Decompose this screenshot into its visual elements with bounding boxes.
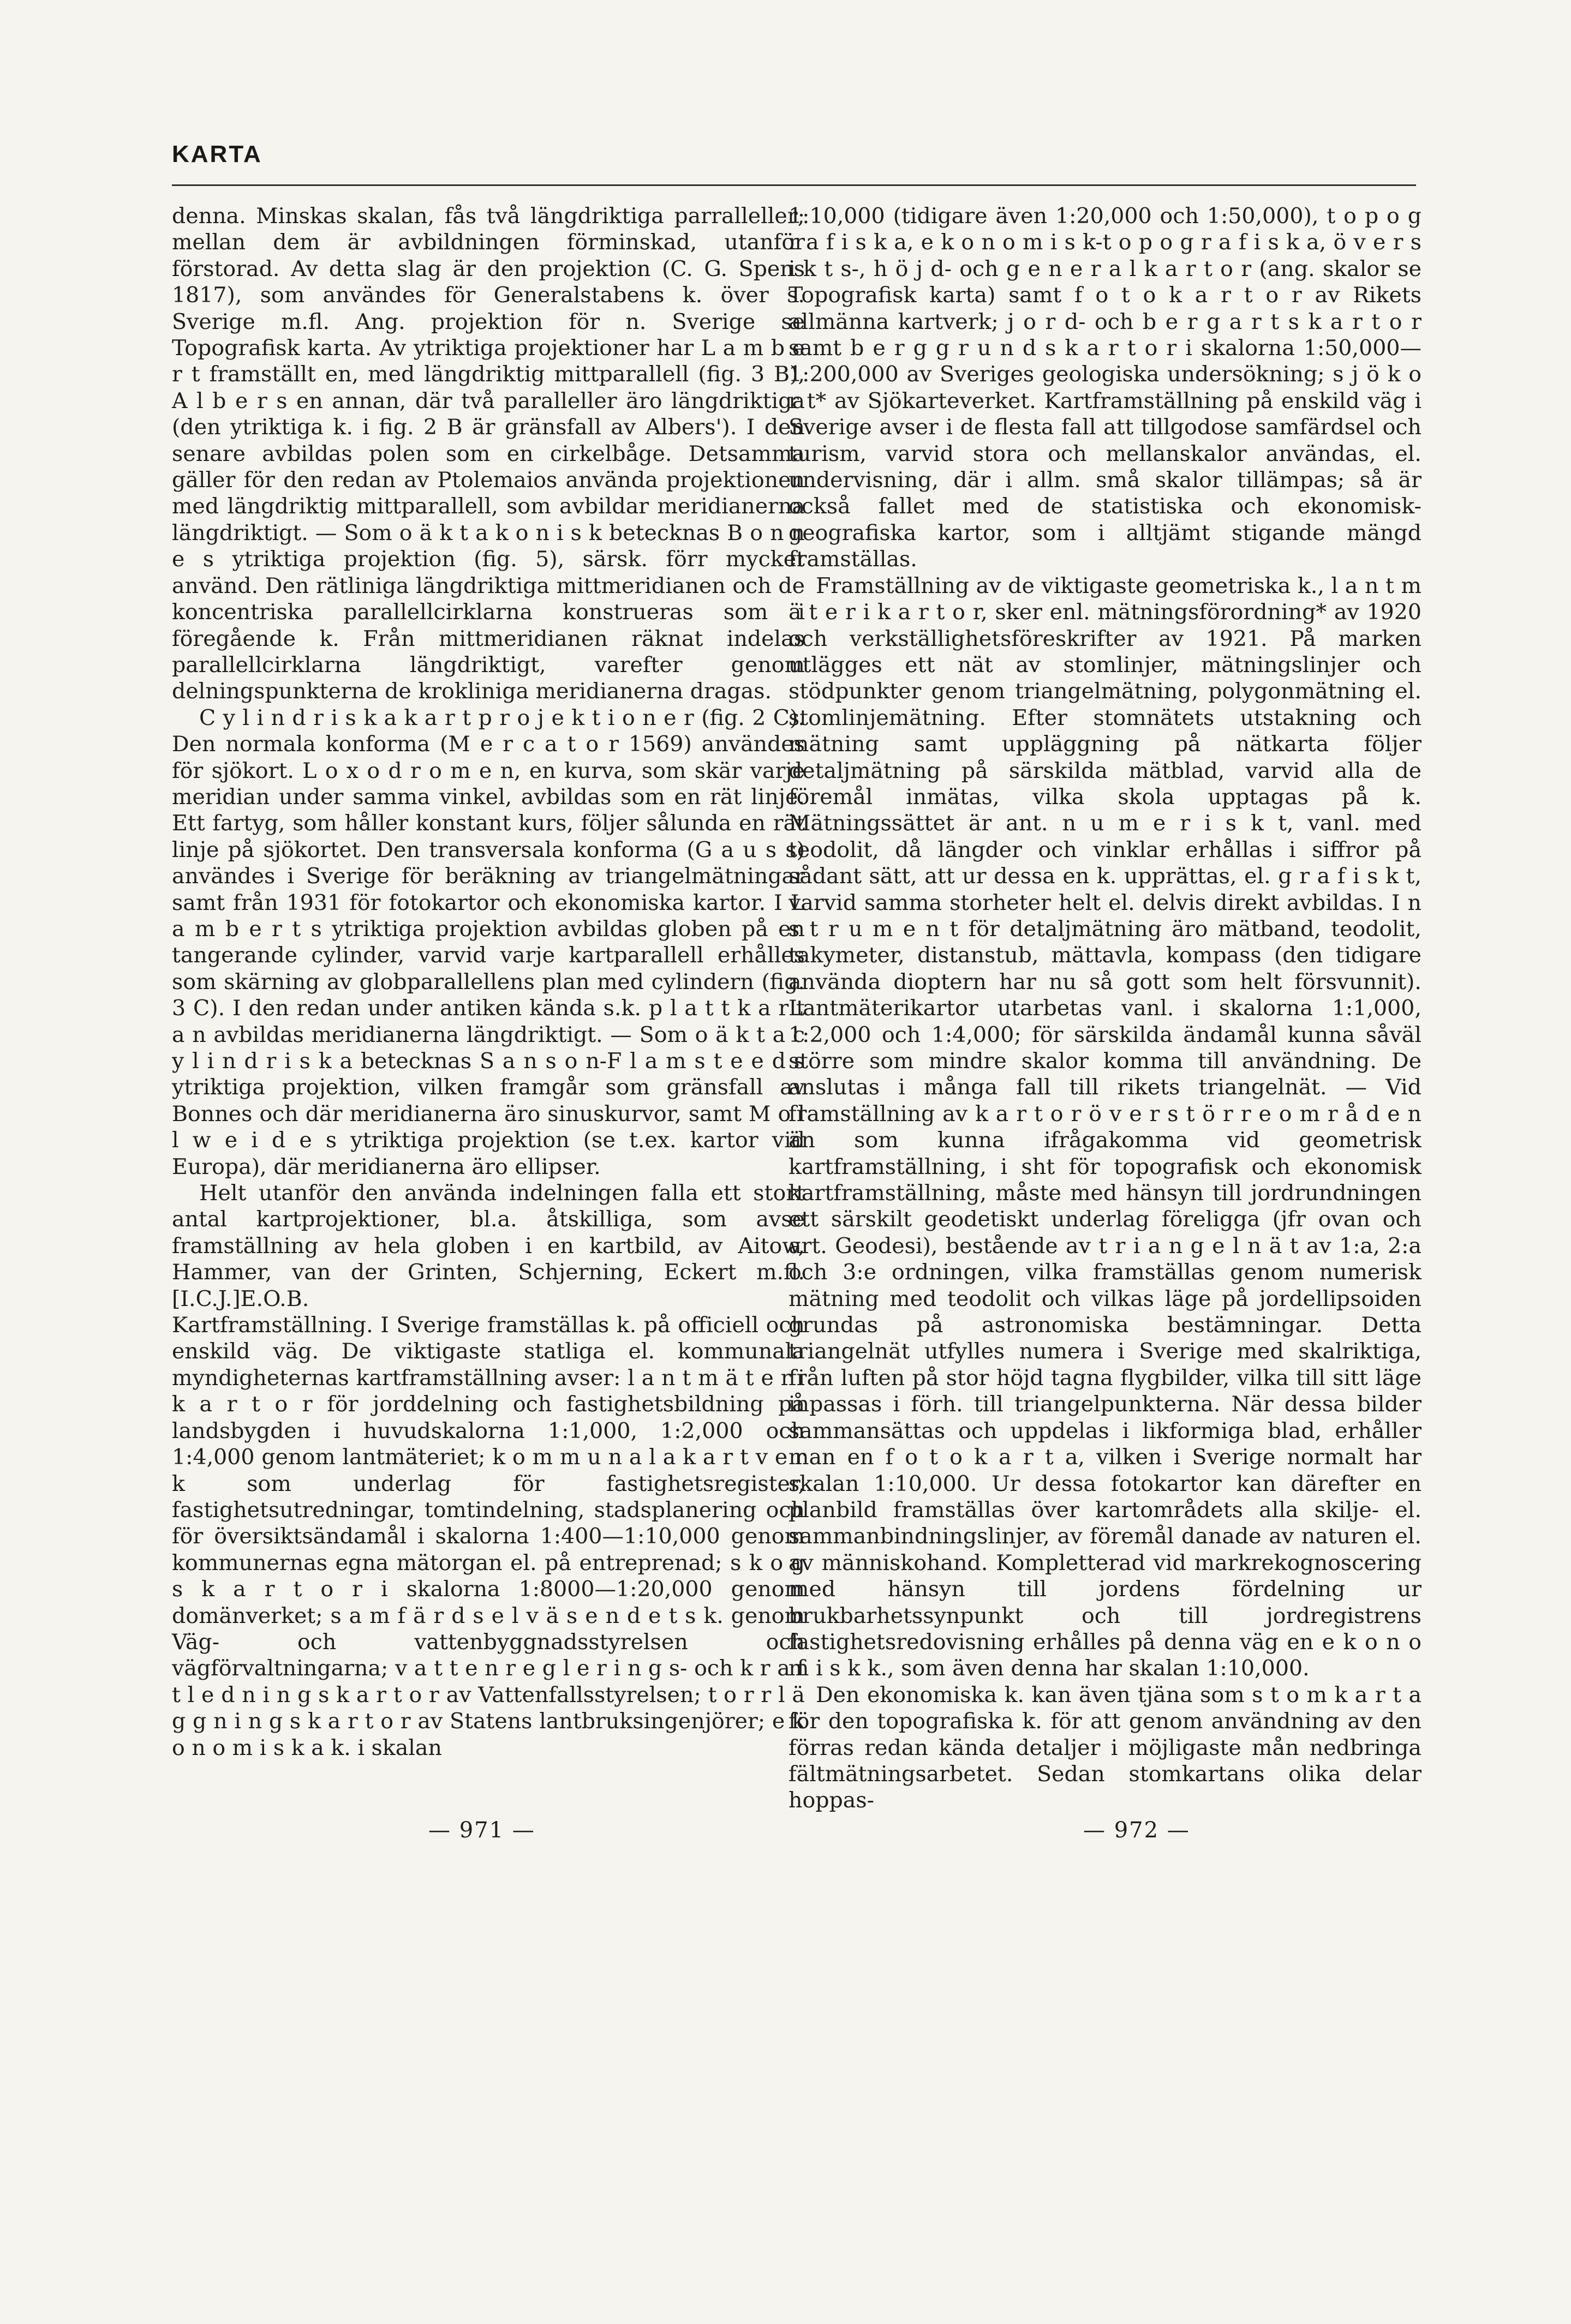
paragraph: denna. Minskas skalan, fås två längdriktiga parralleller; mellan dem är avbildningen förminskad, utanför förstorad. Av detta slag är den projektion (C. G. Spens 1817), som användes för Generalstabens k. över s. Sverige m.fl. Ang. projektion för n. Sverige se Topografisk karta. Av ytriktiga projektioner har L a m b e r t framställt en, med längdriktig mittparallell (fig. 3 B), A l b e r s en annan, där två paralleller äro längdriktiga (den ytriktiga k. i fig. 2 B är gränsfall av Albers'). I den senare avbildas polen som en cirkelbåge. Detsamma gäller för den redan av Ptolemaios använda projektionen med längdriktig mittparallell, som avbildar meridianerna längdriktigt. — Som o ä k t a k o n i s k betecknas B o n n e s ytriktiga projektion (fig. 5), särsk. förr mycket använd. Den rätliniga längdriktiga mittmeridianen och de koncentriska parallellcirklarna konstrueras som i föregående k. Från mittmeridianen räknat indelas parallellcirklarna längdriktigt, varefter genom delningspunkterna de krokliniga meridianerna dragas.	[172, 203, 805, 704]
left-column	[172, 203, 805, 1761]
paragraph: Framställning av de viktigaste geometriska k., l a n t m ä t e r i k a r t o r, sker enl. mätningsförordning* av 1920 och verkställighetsföreskrifter av 1921. På marken utlägges ett nät av stomlinjer, mätningslinjer och stödpunkter genom triangelmätning, polygonmätning el. stomlinjemätning. Efter stomnätets utstakning och mätning samt uppläggning på nätkarta följer detaljmätning på särskilda mätblad, varvid alla de föremål inmätas, vilka skola upptagas på k. Mätningssättet är ant. n u m e r i s k t, vanl. med teodolit, då längder och vinklar erhållas i siffror på sådant sätt, att ur dessa en k. upprättas, el. g r a f i s k t, varvid samma storheter helt el. delvis direkt avbildas. I n s t r u m e n t för detaljmätning äro mätband, teodolit, takymeter, distanstub, mättavla, kompass (den tidigare använda dioptern har nu så gott som helt försvunnit). Lantmäterikartor utarbetas vanl. i skalorna 1:1,000, 1:2,000 och 1:4,000; för särskilda ändamål kunna såväl större som mindre skalor komma till användning. De anslutas i många fall till rikets triangelnät. — Vid framställning av k a r t o r ö v e r s t ö r r e o m r å d e n än som kunna ifrågakomma vid geometrisk kartframställning, i sht för topografisk och ekonomisk kartframställning, måste med hänsyn till jordrundningen ett särskilt geodetiskt underlag föreligga (jfr ovan och art. Geodesi), bestående av t r i a n g e l n ä t av 1:a, 2:a och 3:e ordningen, vilka framställas genom numerisk mätning med teodolit och vilkas läge på jordellipsoiden grundas på astronomiska bestämningar. Detta triangelnät utfylles numera i Sverige med skalriktiga, från luften på stor höjd tagna flygbilder, vilka till sitt läge inpassas i förh. till triangelpunkterna. När dessa bilder sammansättas och uppdelas i likformiga blad, erhåller man en f o t o k a r t a, vilken i Sverige normalt har skalan 1:10,000. Ur dessa fotokartor kan därefter en planbild framställas över kartområdets alla skilje- el. sammanbindningslinjer, av föremål danade av naturen el. av människohand. Kompletterad vid markrekognoscering med hänsyn till jordens fördelning ur brukbarhetssynpunkt och till jordregistrens fastighetsredovisning erhålles på denna väg en e k o n o m i s k k., som även denna har skalan 1:10,000.	[789, 573, 1421, 1681]
right-page-number: — 972 —	[1083, 1818, 1190, 1843]
page-title: KARTA	[172, 141, 262, 167]
paragraph: 1:10,000 (tidigare även 1:20,000 och 1:50,000), t o p o g r a f i s k a, e k o n o m i s k-t o p o g r a f i s k a, ö v e r s i k t s-, h ö j d- och g e n e r a l k a r t o r (ang. skalor se Topografisk karta) samt f o t o k a r t o r av Rikets allmänna kartverk; j o r d- och b e r g a r t s k a r t o r samt b e r g g r u n d s k a r t o r i skalorna 1:50,000—1:200,000 av Sveriges geologiska undersökning; s j ö k o r t* av Sjökarteverket. Kartframställning på enskild väg i Sverige avser i de flesta fall att tillgodose samfärdsel och turism, varvid stora och mellanskalor användas, el. undervisning, där i allm. små skalor tillämpas; så är också fallet med de statistiska och ekonomisk-geografiska kartor, som i alltjämt stigande mängd framställas.	[789, 203, 1421, 572]
paragraph: Den ekonomiska k. kan även tjäna som s t o m k a r t a för den topografiska k. för att genom användning av den förras redan kända detaljer i möjligaste mån nedbringa fältmätningsarbetet. Sedan stomkartans olika delar hoppas-	[789, 1682, 1421, 1813]
paragraph: Helt utanför den använda indelningen falla ett stort antal kartprojektioner, bl.a. åtskilliga, som avse framställning av hela globen i en kartbild, av Aitow, Hammer, van der Grinten, Schjerning, Eckert m.fl. [I.C.J.]E.O.B.	[172, 1181, 805, 1311]
paragraph: Kartframställning. I Sverige framställas k. på officiell och enskild väg. De viktigaste statliga el. kommunala myndigheternas kartframställning avser: l a n t m ä t e r i k a r t o r för jorddelning och fastighetsbildning på landsbygden i huvudskalorna 1:1,000, 1:2,000 och 1:4,000 genom lantmäteriet; k o m m u n a l a k a r t v e r k som underlag för fastighetsregister, fastighetsutredningar, tomtindelning, stadsplanering och för översiktsändamål i skalorna 1:400—1:10,000 genom kommunernas egna mätorgan el. på entreprenad; s k o g s k a r t o r i skalorna 1:8000—1:20,000 genom domänverket; s a m f ä r d s e l v ä s e n d e t s k. genom Väg- och vattenbyggnadsstyrelsen och vägförvaltningarna; v a t t e n r e g l e r i n g s- och k r a f t l e d n i n g s k a r t o r av Vattenfallsstyrelsen; t o r r l ä g g n i n g s k a r t o r av Statens lantbruksingenjörer; e k o n o m i s k a k. i skalan	[172, 1313, 805, 1760]
right-column	[789, 203, 1421, 1814]
header-divider	[172, 184, 1416, 186]
paragraph: C y l i n d r i s k a k a r t p r o j e k t i o n e r (fig. 2 C). Den normala konforma (M e r c a t o r 1569) användes för sjökort. L o x o d r o m e n, en kurva, som skär varje meridian under samma vinkel, avbildas som en rät linje. Ett fartyg, som håller konstant kurs, följer sålunda en rät linje på sjökortet. Den transversala konforma (G a u s s) användes i Sverige för beräkning av triangelmätningar samt från 1931 för fotokartor och ekonomiska kartor. I L a m b e r t s ytriktiga projektion avbildas globen på en tangerande cylinder, varvid varje kartparallell erhålles som skärning av globparallellens plan med cylindern (fig. 3 C). I den redan under antiken kända s.k. p l a t t k a r t a n avbildas meridianerna längdriktigt. — Som o ä k t a c y l i n d r i s k a betecknas S a n s o n-F l a m s t e e d s ytriktiga projektion, vilken framgår som gränsfall av Bonnes och där meridianerna äro sinuskurvor, samt M o l l w e i d e s ytriktiga projektion (se t.ex. kartor vid Europa), där meridianerna äro ellipser.	[172, 705, 805, 1179]
left-page-number: — 971 —	[428, 1818, 535, 1843]
